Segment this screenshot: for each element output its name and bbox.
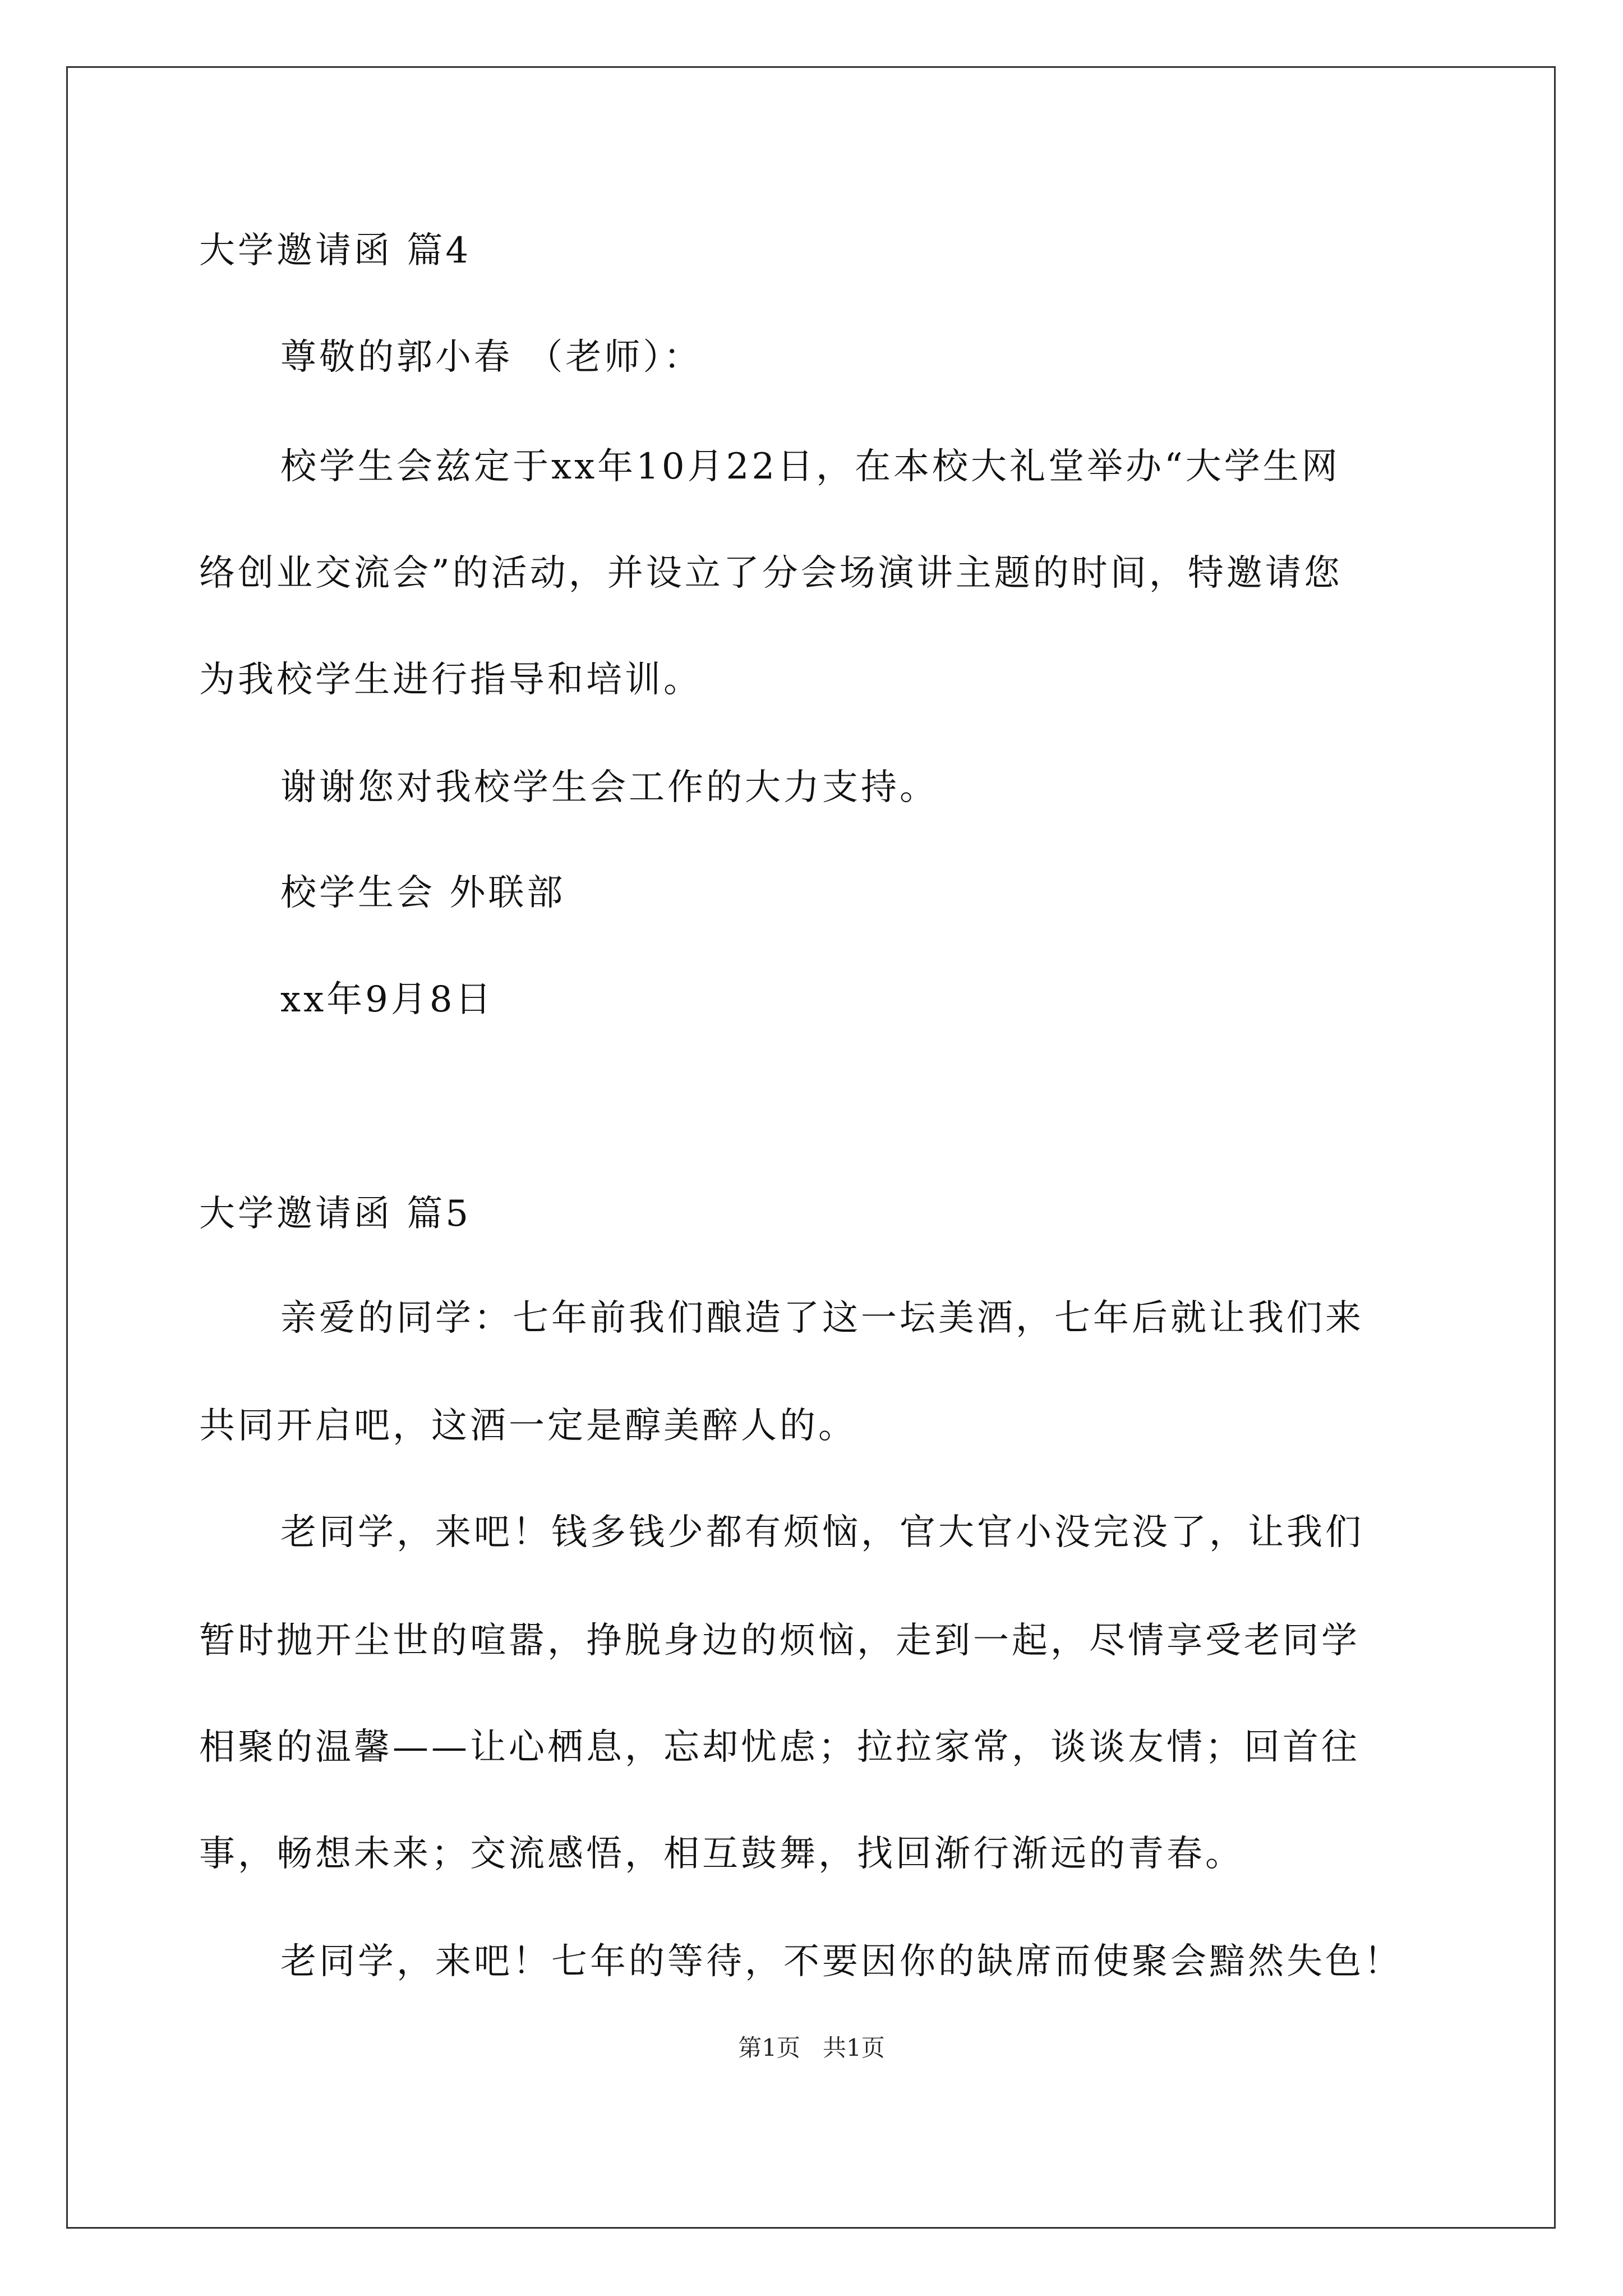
date-line: xx年9月8日 (280, 979, 494, 1020)
page-footer: 第1页 共1页 (738, 2034, 885, 2062)
paragraph-line: 为我校学生进行指导和培训。 (199, 659, 702, 701)
paragraph-line: 谢谢您对我校学生会工作的大力支持。 (280, 767, 938, 808)
paragraph-line: 老同学，来吧！钱多钱少都有烦恼，官大官小没完没了，让我们 (280, 1512, 1364, 1553)
paragraph-line: 络创业交流会”的活动，并设立了分会场演讲主题的时间，特邀请您 (199, 553, 1343, 594)
paragraph-line: 亲爱的同学：七年前我们酿造了这一坛美酒，七年后就让我们来 (280, 1297, 1364, 1339)
paragraph-line: 老同学，来吧！七年的等待，不要因你的缺席而使聚会黯然失色！ (280, 1941, 1403, 1982)
paragraph-line: 共同开启吧，这酒一定是醇美醉人的。 (199, 1405, 857, 1447)
paragraph-line: 相聚的温馨——让心栖息，忘却忧虑；拉拉家常，谈谈友情；回首往 (199, 1727, 1360, 1768)
paragraph-line: 校学生会兹定于xx年10月22日，在本校大礼堂举办“大学生网 (280, 446, 1340, 487)
paragraph-line: 暂时抛开尘世的喧嚣，挣脱身边的烦恼，走到一起，尽情享受老同学 (199, 1620, 1360, 1662)
page-border (66, 66, 1556, 2229)
signature-line: 校学生会 外联部 (280, 872, 566, 914)
paragraph-line: 事，畅想未来；交流感悟，相互鼓舞，找回渐行渐远的青春。 (199, 1833, 1244, 1875)
section-title: 大学邀请函 篇5 (199, 1193, 472, 1235)
section-title: 大学邀请函 篇4 (199, 230, 472, 272)
salutation: 尊敬的郭小春 （老师）： (280, 337, 703, 378)
